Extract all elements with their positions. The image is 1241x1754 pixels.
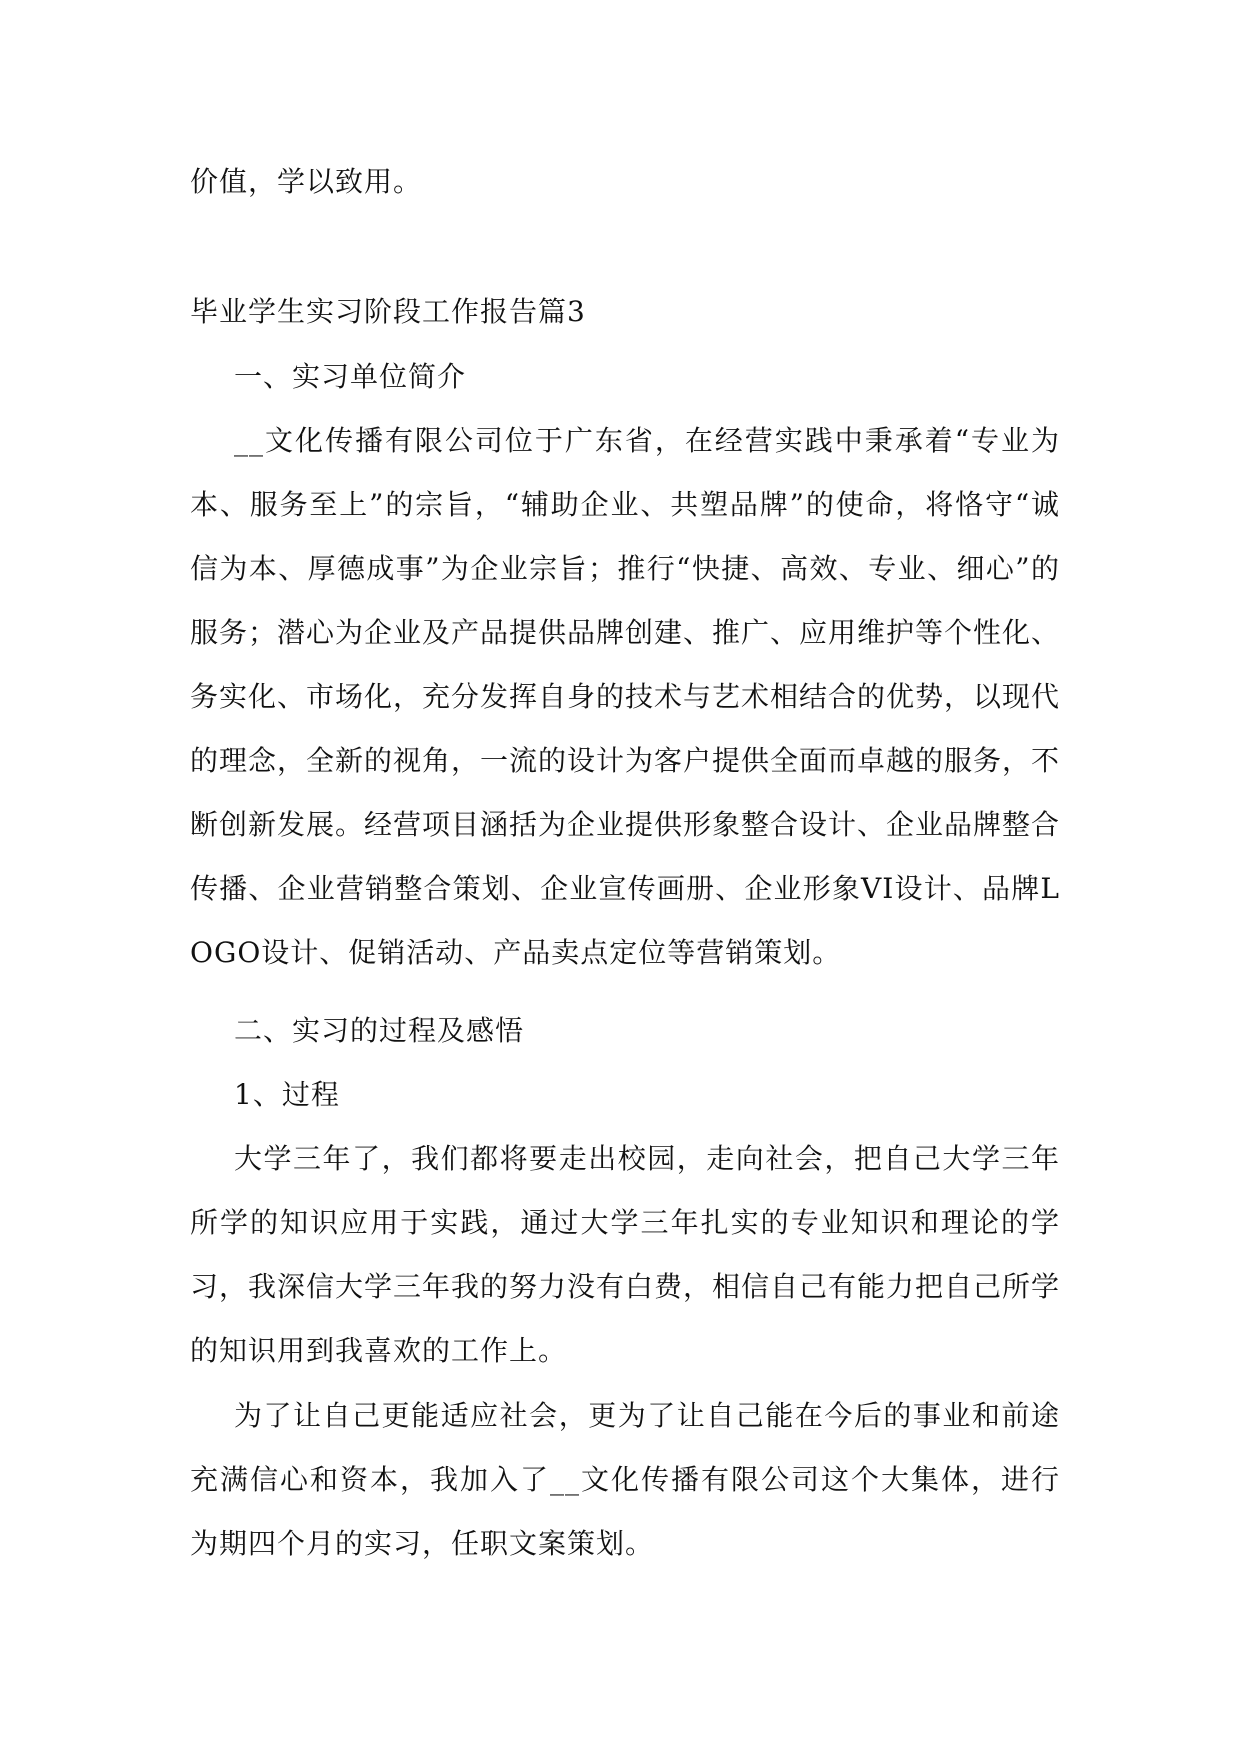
heading-process-and-reflection: 二、实习的过程及感悟 xyxy=(234,1014,525,1047)
paragraph-graduation: 大学三年了，我们都将要走出校园，走向社会，把自己大学三年所学的知识应用于实践，通过大学三年扎实的专业知识和理论的学习，我深信大学三年我的努力没有白费，相信自己有能力把自己所学的知识用到我喜欢的工作上。 xyxy=(190,1142,1061,1367)
heading-process: 1、过程 xyxy=(234,1078,340,1111)
section-title: 毕业学生实习阶段工作报告篇3 xyxy=(190,295,586,328)
heading-company-intro: 一、实习单位简介 xyxy=(234,360,467,393)
carry-over-text: 价值，学以致用。 xyxy=(190,165,423,198)
paragraph-internship: 为了让自己更能适应社会，更为了让自己能在今后的事业和前途充满信心和资本，我加入了__文化传播有限公司这个大集体，进行为期四个月的实习，任职文案策划。 xyxy=(190,1399,1060,1560)
paragraph-company-intro: __文化传播有限公司位于广东省，在经营实践中秉承着“专业为本、服务至上”的宗旨，“辅助企业、共塑品牌”的使命，将恪守“诚信为本、厚德成事”为企业宗旨；推行“快捷、高效、专业、细心”的服务；潜心为企业及产品提供品牌创建、推广、应用维护等个性化、务实化、市场化，充分发挥自身的技术与艺术相结合的优势，以现代的理念，全新的视角，一流的设计为客户提供全面而卓越的服务，不断创新发展。经营项目涵括为企业提供形象整合设计、企业品牌整合传播、企业营销整合策划、企业宣传画册、企业形象VI设计、品牌LOGO设计、促销活动、产品卖点定位等营销策划。 xyxy=(190,424,1061,969)
